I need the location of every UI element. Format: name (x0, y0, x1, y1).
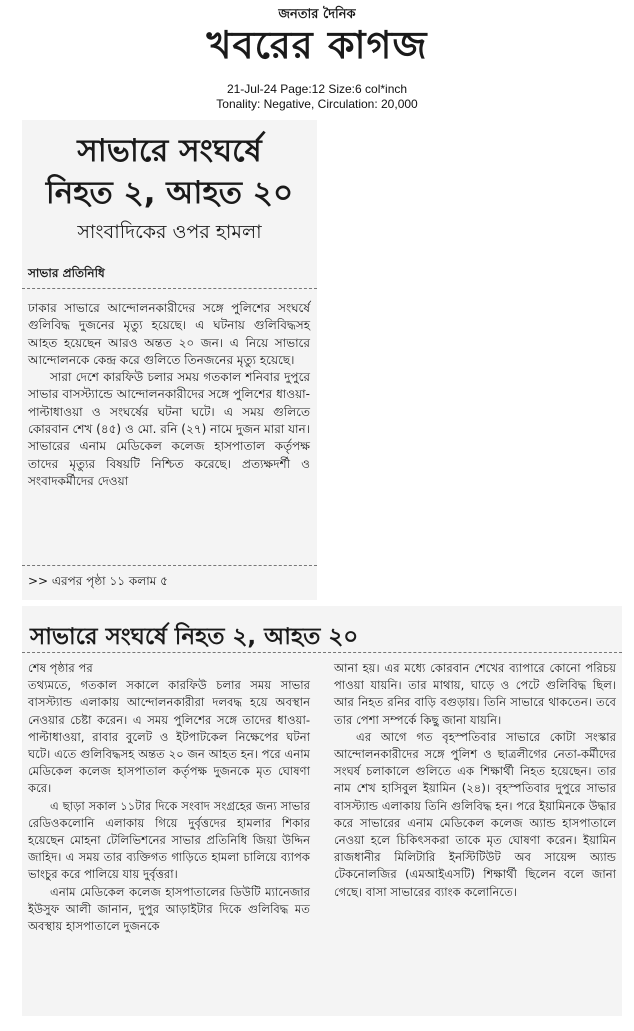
divider (22, 652, 622, 653)
paragraph: এনাম মেডিকেল কলেজ হাসপাতালের ডিউটি ম্যানেজার ইউসুফ আলী জানান, দুপুর আড়াইটার দিকে গুলিবিদ্ধ মত অবস্থায় হাসপাতালে দুজনকে (28, 884, 310, 934)
continued-from-label: শেষ পৃষ্ঠার পর (28, 661, 93, 675)
article-subheadline: সাংবাদিকের ওপর হামলা (77, 221, 262, 243)
paragraph: সারা দেশে কারফিউ চলার সময় গতকাল শনিবার দুপুরে সাভার বাসস্ট্যান্ডে আন্দোলনকারীদের সঙ্গে পুলিশের ধাওয়া-পাল্টাধাওয়া ও সংঘর্ষের ঘটনা ঘটে। এ সময় গুলিতে কোরবান শেখ (৪৫) ও মো. রনি (২৭) নামে দুজন মারা যান। সাভারের এনাম মেডিকেল কলেজ হাসপাতাল কর্তৃপক্ষ তাদের মৃত্যুর বিষয়টি নিশ্চিত করেছে। প্রত্যক্ষদর্শী ও সংবাদকর্মীদের দেওয়া (28, 370, 310, 488)
article-column-1 (28, 660, 310, 935)
divider (22, 288, 317, 289)
article-column-2 (334, 660, 616, 901)
paragraph: তথ্যমতে, গতকাল সকালে কারফিউ চলার সময় সাভার বাসস্ট্যান্ড এলাকায় আন্দোলনকারীরা দলবদ্ধ হয়ে অবস্থান নেওয়ার চেষ্টা করেন। এ সময় পুলিশের সঙ্গে তাদের ধাওয়া-পাল্টাধাওয়া, রাবার বুলেট ও ইটপাটকেল নিক্ষেপের ঘটনা ঘটে। এতে গুলিবিদ্ধসহ অন্তত ২০ জন আহত হন। পরে এনাম মেডিকেল কলেজ হাসপাতাল কর্তৃপক্ষ দুজনকে মৃত ঘোষণা করে। (28, 678, 310, 796)
paragraph: আনা হয়। এর মধ্যে কোরবান শেখের ব্যাপারে কোনো পরিচয় পাওয়া যায়নি। তার মাথায়, ঘাড়ে ও পেটে গুলিবিদ্ধ ছিল। আর নিহত রনির বাড়ি বগুড়ায়। তিনি সাভারে থাকতেন। তবে তার পেশা সম্পর্কে কিছু জানা যায়নি। (334, 661, 616, 727)
paragraph: এ ছাড়া সকাল ১১টার দিকে সংবাদ সংগ্রহের জন্য সাভার রেডিওকলোনি এলাকায় গিয়ে দুর্বৃত্তদের হামলার শিকার হয়েছেন মোহনা টেলিভিশনের সাভার প্রতিনিধি জিয়া উদ্দিন জাহিদ। এ সময় তার ব্যক্তিগত গাড়িতে হামলা চালিয়ে ব্যাপক ভাংচুর করে পালিয়ে যায় দুর্বৃত্তরা। (28, 798, 310, 882)
newspaper-logo: খবরের কাগজ (206, 23, 428, 67)
paragraph: এর আগে গত বৃহস্পতিবার সাভারে কোটা সংস্কার আন্দোলনকারীদের সঙ্গে পুলিশ ও ছাত্রলীগের নেতা-কর্মীদের সংঘর্ষ চলাকালে গুলিতে এক শিক্ষার্থী নিহত হয়েছেন। তার নাম শেখ হাসিবুল ইয়ামিন (২৪)। বৃহস্পতিবার দুপুরে সাভার বাসস্ট্যান্ড এলাকায় তিনি গুলিবিদ্ধ হন। পরে ইয়ামিনকে উদ্ধার করে সাভারের এনাম মেডিকেল কলেজ অ্যান্ড হাসপাতালে নেওয়া হলে চিকিৎসকরা তাকে মৃত ঘোষণা করেন। ইয়ামিন রাজধানীর মিলিটারি ইনস্টিটিউট অব সায়েন্স অ্যান্ড টেকনোলজির (এমআইএসটি) শিক্ষার্থী ছিলেন বলে জানা গেছে। বাসা সাভারের ব্যাংক কলোনিতে। (334, 729, 616, 899)
headline-line-2: নিহত ২, আহত ২০ (45, 175, 294, 211)
article-body (28, 300, 310, 490)
article-headline (22, 130, 317, 214)
continuation-note: >> এরপর পৃষ্ঠা ১১ কলাম ৫ (28, 574, 168, 588)
divider (22, 565, 317, 566)
article-byline: সাভার প্রতিনিধি (28, 266, 105, 280)
continuation-headline: সাভারে সংঘর্ষে নিহত ২, আহত ২০ (30, 624, 359, 650)
headline-line-1: সাভারে সংঘর্ষে (77, 133, 262, 169)
paragraph: ঢাকার সাভারে আন্দোলনকারীদের সঙ্গে পুলিশের সংঘর্ষে গুলিবিদ্ধ দুজনের মৃত্যু হয়েছে। এ ঘটনায় গুলিবিদ্ধসহ আহত হয়েছেন আরও অন্তত ২০ জন। এ নিয়ে সাভারে আন্দোলনকে কেন্দ্র করে গুলিতে তিনজনের মৃত্যু হয়েছে। (28, 301, 310, 367)
masthead-tagline: জনতার দৈনিক (278, 7, 356, 22)
clipping-meta-tonality: Tonality: Negative, Circulation: 20,000 (216, 97, 418, 111)
clipping-meta-date: 21-Jul-24 Page:12 Size:6 col*inch (226, 82, 408, 96)
